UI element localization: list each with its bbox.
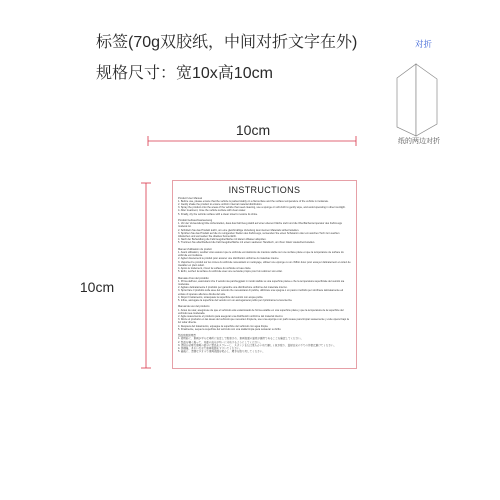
- width-dimension-label: 10cm: [235, 122, 271, 138]
- instruction-step: 5. Finally, dry the vehicle surface with a clean towel to restore its shine.: [178, 212, 258, 216]
- instruction-step: 2. Agitez doucement le produit pour assurer une distribution uniforme du matériau interne.: [178, 257, 280, 261]
- instruction-step: 4. Nach der Behandlung die Fahrzeugoberfläche mit klarem Wasser abspülen.: [178, 238, 267, 242]
- instruction-step: 2. Agite suavemente el producto para asegurar una distribución uniforme del material interno.: [178, 314, 284, 318]
- instruction-section-heading: Manuale d'uso del prodotto: [178, 276, 209, 280]
- instruction-label: [172, 180, 357, 369]
- instruction-step: 4. 処理後、きれいな水で車両表面をすすいでください。: [178, 346, 242, 350]
- instruction-step: 3. Rocíe el producto en las áreas del vehículo que necesiten limpieza, use una esponja o un paño suave para limpiar suavemente y evite operar bajo la luz solar directa.: [178, 318, 349, 325]
- instruction-step: 5. Infine, asciugare la superficie del veicolo con un asciugamano pulito per ripristinarne la lucentezza.: [178, 298, 293, 302]
- instruction-step: 1. Prima dell'uso, assicurarsi che il veicolo sia parcheggiato in modo stabile su una superficie piana e che la temperatura superficiale del veicolo sia moderata.: [178, 279, 345, 286]
- instruction-step: 5. Finalmente, seque la superficie del vehículo con una toalla limpia para restaurar su brillo.: [178, 327, 282, 331]
- instruction-step: 3. Vaporisez le produit sur les zones du véhicule nécessitant un nettoyage, utilisez une éponge ou un chiffon doux pour essuyer délicatement et évitez de travailler en plein soleil.: [178, 260, 351, 267]
- instruction-section-heading: Manual de uso del producto: [178, 305, 210, 309]
- fold-caption: 纸的两边对折: [398, 138, 440, 145]
- instruction-step: 5. 最後に、清潔なタオルで車両表面を乾かし、輝きを取り戻してください。: [178, 350, 265, 354]
- instruction-step: 3. Sprühen Sie das Produkt auf die zu reinigenden Stellen des Fahrzeugs, verwenden Sie einen Schwamm oder ein weiches Tuch zum sanften Abwischen und vermeiden Sie direktes Sonnenlicht.: [178, 231, 340, 238]
- instruction-section: [178, 277, 351, 303]
- spec-title: 标签(70g双胶纸，中间对折文字在外): [96, 34, 358, 51]
- instruction-step: 3. Spray the product onto the areas of the vehicle that need cleaning, use a sponge or soft cloth to gently wipe, and avoid operating in direct sunlight.: [178, 206, 346, 210]
- instruction-step: 5. Trocknen Sie abschließend die Fahrzeugoberfläche mit einem sauberen Handtuch, um ihren Glanz wiederherzustellen.: [178, 241, 316, 245]
- instruction-step: 1. Before use, please ensure that the vehicle is parked stably on a flat surface and the surface temperature of the vehicle is moderate.: [178, 199, 329, 203]
- height-dimension: [141, 183, 151, 368]
- instruction-step: 1. Antes de usar, asegúrese de que el vehículo esté estacionado de forma estable en una superficie plana y que la temperatura de la superficie del vehículo sea moderada.: [178, 308, 344, 315]
- instruction-section-heading: Product User Manual: [178, 196, 202, 200]
- instruction-step: 1. Avant utilisation, veuillez vous assurer que le véhicule est stationné de manière stable sur une surface plane et que la température de surface du véhicule est modérée.: [178, 250, 344, 258]
- fold-label: 对折: [415, 39, 433, 49]
- height-dimension-label: 10cm: [79, 279, 115, 295]
- instruction-step: 3. 清掃が必要な車両の部分に製品をスプレーし、スポンジまたは柔らかい布で優しく拭き取り、直射日光の下での作業は避けてください。: [178, 343, 337, 347]
- fold-right-panel: [416, 64, 437, 136]
- instruction-step: 4. Après le traitement, rincez la surface du véhicule à l'eau claire.: [178, 266, 252, 270]
- instruction-step: 2. Agitare delicatamente il prodotto per garantire una distribuzione uniforme del materiale interno.: [178, 286, 288, 290]
- label-title: INSTRUCTIONS: [228, 185, 301, 195]
- instruction-step: 4. Después del tratamiento, enjuague la superficie del vehículo con agua limpia.: [178, 324, 269, 328]
- instruction-section: [178, 305, 351, 331]
- instruction-section-heading: 製品取扱説明書: [178, 334, 196, 338]
- instruction-section: [178, 219, 351, 245]
- instruction-section: [178, 197, 351, 216]
- instruction-step: 4. After treatment, rinse the vehicle surface with clean water.: [178, 209, 246, 213]
- instruction-step: 1. 使用前に、車両が平らな場所に安定して駐車され、車両表面の温度が適度であることを確認してください。: [178, 337, 304, 341]
- fold-left-panel: [397, 64, 416, 136]
- instruction-step: 2. Gently shake the product to ensure uniform internal material distribution.: [178, 202, 263, 206]
- instruction-step: 5. Enfin, séchez la surface du véhicule avec une serviette propre pour lui redonner son éclat.: [178, 270, 283, 274]
- spec-size: 规格尺寸：宽10x高10cm: [96, 65, 273, 82]
- instruction-section-heading: Manuel d'utilisation du produit: [178, 247, 212, 251]
- instructions-body: [173, 197, 356, 354]
- instruction-step: 2. Schütteln Sie das Produkt leicht, um eine gleichmäßige Verteilung des internen Materials sicherzustellen.: [178, 228, 300, 232]
- instruction-step: 3. Spruzzare il prodotto sulle aree del veicolo che necessitano di pulizia, utilizzare una spugna o un panno morbido per strofinare delicatamente ed evitare di operare alla luce diretta del sole.: [178, 289, 344, 296]
- instruction-section: [178, 334, 351, 353]
- instruction-section-heading: Produkt Gebrauchsanweisung: [178, 218, 213, 222]
- instruction-step: 1. Vor der Verwendung bitte sicherstellen, dass das Fahrzeug stabil auf einer ebenen Fläche steht und die Oberflächentemperatur des Fahrzeugs moderat ist.: [178, 222, 342, 229]
- folded-paper-icon: [397, 64, 437, 136]
- instruction-step: 4. Dopo il trattamento, sciacquare la superficie del veicolo con acqua pulita.: [178, 295, 264, 299]
- instruction-section: [178, 248, 351, 274]
- instruction-step: 2. 製品を軽く振って、内部の成分が均一に分布するようにしてください。: [178, 340, 263, 344]
